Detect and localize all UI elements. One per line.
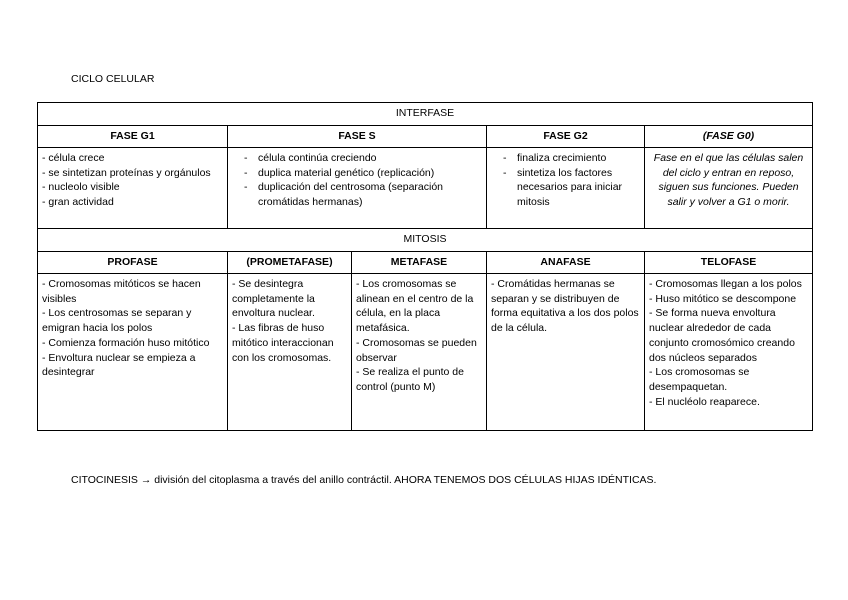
s-item: - célula continúa creciendo <box>232 151 482 166</box>
g2-cell <box>487 148 645 229</box>
profase-item: - Comienza formación huso mitótico <box>42 336 210 349</box>
anafase-item: - Cromátidas hermanas se separan y se distribuyen de forma equitativa a los dos polos de la célula. <box>491 278 639 335</box>
prometafase-item: - Se desintegra completamente la envoltura nuclear. <box>232 278 315 320</box>
prometafase-cell <box>228 274 352 431</box>
telofase-item: - Se forma nueva envoltura nuclear alrededor de cada conjunto cromosómico creando dos núcleos separados <box>649 307 795 364</box>
header-metafase: METAFASE <box>352 252 487 274</box>
mitosis-banner: MITOSIS <box>38 229 813 252</box>
metafase-item: - Los cromosomas se alinean en el centro de la célula, en la placa metafásica. <box>356 278 474 335</box>
telofase-cell <box>645 274 813 431</box>
anafase-cell <box>487 274 645 431</box>
telofase-item: - Los cromosomas se desempaquetan. <box>649 366 750 393</box>
telofase-item: - El nucléolo reaparece. <box>649 395 760 408</box>
telofase-item: - Huso mitótico se descompone <box>649 292 797 305</box>
metafase-cell <box>352 274 487 431</box>
prometafase-item: - Las fibras de huso mitótico interaccionan con los cromosomas. <box>232 322 334 364</box>
g0-cell <box>645 148 813 229</box>
profase-cell <box>38 274 228 431</box>
g2-item: - finaliza crecimiento <box>491 151 640 166</box>
s-item: - duplica material genético (replicación) <box>232 166 482 181</box>
header-fase-g0: (FASE G0) <box>645 126 813 148</box>
header-fase-g2: FASE G2 <box>487 126 645 148</box>
header-anafase: ANAFASE <box>487 252 645 274</box>
telofase-item: - Cromosomas llegan a los polos <box>649 278 802 290</box>
g2-item: - sintetiza los factores necesarios para iniciar mitosis <box>491 166 640 210</box>
citocinesis-note: CITOCINESIS → división del citoplasma a través del anillo contráctil. AHORA TENEMOS DOS CÉLULAS HIJAS IDÉNTICAS. <box>71 474 657 486</box>
document-title: CICLO CELULAR <box>71 73 155 85</box>
header-telofase: TELOFASE <box>645 252 813 274</box>
cell-cycle-table <box>37 102 813 431</box>
header-profase: PROFASE <box>38 252 228 274</box>
g1-item: - nucleolo visible <box>42 181 120 194</box>
header-prometafase: (PROMETAFASE) <box>228 252 352 274</box>
metafase-item: - Se realiza el punto de control (punto M) <box>356 366 464 393</box>
header-fase-g1: FASE G1 <box>38 126 228 148</box>
g1-item: - gran actividad <box>42 196 114 209</box>
interfase-banner: INTERFASE <box>38 103 813 126</box>
s-cell <box>228 148 487 229</box>
g1-cell <box>38 148 228 229</box>
g1-item: - célula crece <box>42 152 105 164</box>
g1-item: - se sintetizan proteínas y orgánulos <box>42 166 211 179</box>
header-fase-s: FASE S <box>228 126 487 148</box>
s-item: - duplicación del centrosoma (separación cromátidas hermanas) <box>232 180 482 209</box>
profase-item: - Los centrosomas se separan y emigran hacia los polos <box>42 307 192 335</box>
profase-item: - Envoltura nuclear se empieza a desintegrar <box>42 351 196 379</box>
g0-description: Fase en el que las células salen del ciclo y entran en reposo, siguen sus funciones. Pueden salir y volver a G1 o morir. <box>653 152 804 209</box>
metafase-item: - Cromosomas se pueden observar <box>356 336 477 364</box>
profase-item: - Cromosomas mitóticos se hacen visibles <box>42 278 201 305</box>
